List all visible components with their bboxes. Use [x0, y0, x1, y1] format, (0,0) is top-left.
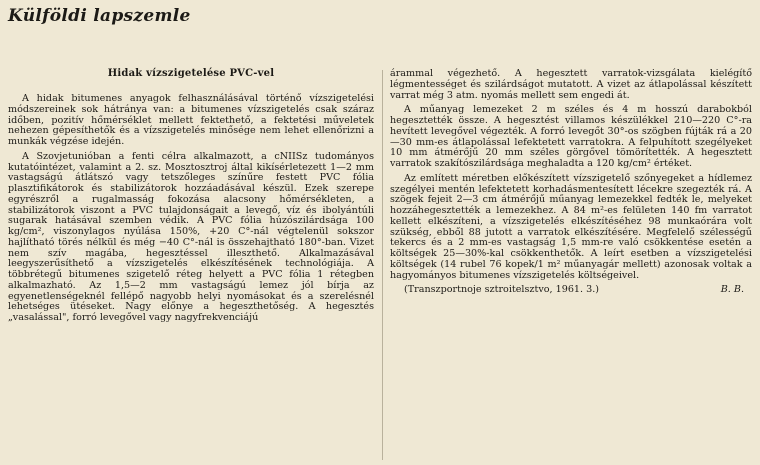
left-column	[8, 68, 374, 328]
citation-line	[390, 285, 752, 296]
paragraph: A Szovjetunióban a fenti célra alkalmazott, a cNIISz tudományos kutatóintézet, valamint a 2. sz. Mosztosztroj által kikísérletezett 1—2 mm vastagságú átlátszó vagy tetszőleges színűre festett PVC fólia plasztifikátorok és stabilizátorok hozzáadásával készül. Ezek szerepe egyrészről a rugalmasság fokozása alacsony hőmérsékleten, a stabilizátorok viszont a PVC tulajdonságait a levegő, víz és ibolyántúli sugarak hatásával szemben védik. A PVC fólia húzószilárdsága 100 kg/cm², viszonylagos nyúlása 150%, +20 C°-nál végtelenül sokszor hajlítható törés nélkül és még −40 C°-nál is összehajtható 180°-ban. Vizet nem szív magába, hegesztéssel illeszthető. Alkalmazásával leegyszerűsíthető a vízszigetelés elkészítésének technológiája. A többrétegű bitumenes szigetelő réteg helyett a PVC fólia 1 rétegben alkalmazható. Az 1,5—2 mm vastagságú lemez jól bírja az egyenetlenségeknél fellépő nagyobb helyi nyomásokat és a szerelésnél lehetséges ütéseket. Nagy előnye a hegeszthetőség. A hegesztés „vasalással", forró levegővel vagy nagyfrekvenciájú	[8, 150, 374, 323]
author-initials: B. B.	[720, 284, 744, 296]
right-column	[390, 69, 752, 296]
paragraph: árammal végezhető. A hegesztett varratok-vizsgálata kielégítő légmentességet és szilárdságot mutatott. A vizet az átlapolással készített varrat még 3 atm. nyomás mellett sem engedi át.	[390, 68, 752, 101]
source-citation: (Transzportnoje sztroitelsztvo, 1961. 3.)	[404, 284, 600, 296]
paragraph: A hidak bitumenes anyagok felhasználásával történő vízszigetelési módszereinek sok hátránya van: a bitumenes vízszigetelés csak száraz időben, pozitív hőmérséklet mellett fektethető, a fektetési műveletek nehezen gépesíthetők és a vízszigetelés minősége nem lehet ellenőrizni a munkák végzése idején.	[8, 93, 374, 147]
paragraph: A műanyag lemezeket 2 m széles és 4 m hosszú darabokból hegesztették össze. A hegesztést villamos készülékkel 210—220 C°-ra hevített levegővel végezték. A forró levegőt 30°-os szögben fújták rá a 20—30 mm-es átlapolással lefektetett varratokra. A felpuhított szegélyeket 10 mm átmérőjű 20 mm széles görgővel tömörítették. A hegesztett varratok szakítószilárdsága meghaladta a 120 kg/cm² értéket.	[390, 104, 752, 169]
column-divider	[382, 70, 383, 460]
article-title: Hidak vízszigetelése PVC-vel	[107, 68, 275, 79]
section-heading: Külföldi lapszemle	[8, 6, 191, 26]
paragraph: Az említett méretben előkészített vízszigetelő szőnyegeket a hídlemez szegélyei mentén lefektetett korhadásmentesített lécekre szegezték rá. A szögek fejeit 2—3 cm átmérőjű műanyag lemezekkel fedték le, melyeket hozzáhegesztették a lemezekhez. A 84 m²-es felületen 140 fm varratot kellett elkészíteni, a vízszigetelés elkészítéséhez 98 munkaórára volt szükség, ebből 88 jutott a varratok elkészítésére. Megfelelő szélességű tekercs és a 2 mm-es vastagság 1,5 mm-re való csökkentése esetén a költségek 25—30%-kal csökkenthetők. A leírt esetben a vízszigetelési költségek (14 rubel 76 kopek/1 m² műanyagár mellett) azonosak voltak a hagyományos bitumenes vízszigetelés költségeivel.	[390, 172, 752, 281]
